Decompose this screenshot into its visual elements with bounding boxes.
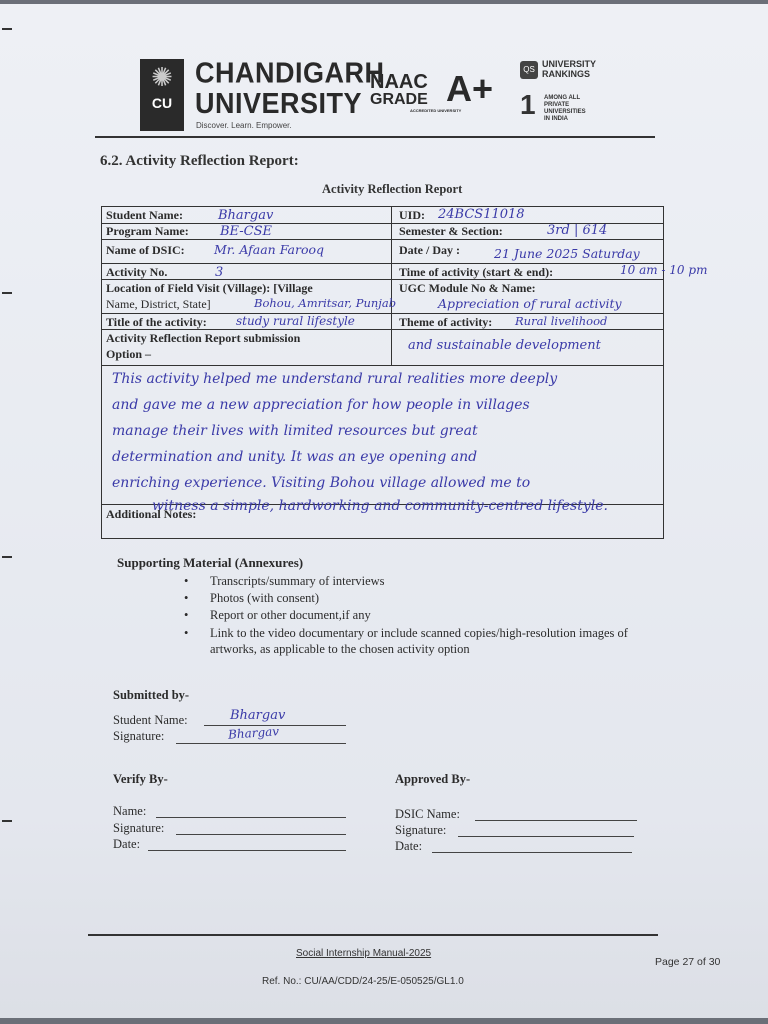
location-label-line1: Location of Field Visit (Village): [Village [106,281,313,295]
rankings-line2: RANKINGS [542,69,591,79]
reflection-line: and gave me a new appreciation for how people in villages [112,397,530,413]
activity-theme-label: Theme of activity: [399,315,493,329]
reflection-line: manage their lives with limited resources but great [112,423,478,439]
uid-label: UID: [399,208,425,222]
bullet-icon: • [184,591,189,605]
university-name-line2: UNIVERSITY [195,87,363,120]
approved-date-label: Date: [395,839,423,853]
verify-date-label: Date: [113,837,141,851]
time-of-activity-label: Time of activity (start & end): [399,265,554,279]
university-tagline: Discover. Learn. Empower. [196,121,292,130]
location-label-line2: Name, District, State] [106,297,211,311]
ugc-module-label: UGC Module No & Name: [399,281,536,295]
document-page [0,4,768,1018]
submitted-student-name-value: Bhargav [230,708,286,723]
university-name-line1: CHANDIGARH [195,57,385,89]
submitted-by-title: Submitted by- [113,688,190,702]
approved-signature-line [458,836,634,837]
activity-title-label: Title of the activity: [106,315,207,329]
reflection-line: enriching experience. Visiting Bohou village allowed me to [112,475,531,491]
approved-by-title: Approved By- [395,772,471,786]
ugc-module-value: Appreciation of rural activity [438,296,622,311]
activity-theme-value: Rural livelihood [515,314,608,328]
semester-section-label: Semester & Section: [399,224,503,238]
footer-manual-title: Social Internship Manual-2025 [296,948,432,959]
supporting-item-text: Transcripts/summary of interviews [210,574,385,588]
semester-section-value: 3rd | 614 [547,223,608,238]
approved-date-line [432,852,632,853]
activity-number-label: Activity No. [106,265,168,279]
location-value: Bohou, Amritsar, Punjab [254,296,397,310]
verify-date-line [148,850,346,851]
rankings-line1: UNIVERSITY [542,59,597,69]
program-name-label: Program Name: [106,224,189,238]
student-signature: Bhargav [227,724,280,742]
naac-badge [370,68,494,113]
approved-signature-label: Signature: [395,823,447,837]
dsic-name-label: Name of DSIC: [106,243,185,257]
date-day-label: Date / Day : [399,243,460,257]
rankings-title [542,59,596,79]
student-signature-line [176,743,346,744]
scan-mark [2,28,12,30]
program-name-value: BE-CSE [220,224,273,239]
verify-name-line [156,817,346,818]
supporting-item-text: Report or other document,if any [210,608,371,622]
reflection-line: This activity helped me understand rural realities more deeply [112,371,558,387]
verify-name-label: Name: [113,804,147,818]
footer-divider [88,934,658,936]
gear-emblem-icon: ✺ [151,63,173,92]
scan-mark [2,556,12,558]
naac-grade-value: A+ [446,68,494,109]
reflection-line: determination and unity. It was an eye opening and [112,449,478,465]
dsic-name-value: Mr. Afaan Farooq [214,242,325,257]
submission-option-label-line2: Option – [106,347,152,361]
approved-dsic-name-label: DSIC Name: [395,807,460,821]
university-logo [140,59,184,131]
naac-accredited-text: ACCREDITED UNIVERSITY [410,108,462,113]
rank-text [544,95,586,123]
verify-signature-line [176,834,346,835]
bullet-icon: • [184,608,189,622]
university-name [195,59,385,120]
header-divider [95,136,655,138]
rankings-logo-icon: QS [520,61,538,79]
scan-mark [2,292,12,294]
time-of-activity-value: 10 am - 10 pm [620,263,708,277]
rank-text-line1: AMONG ALL PRIVATE [544,95,580,108]
naac-grade-label: GRADE [370,91,428,108]
verify-signature-label: Signature: [113,821,165,835]
rank-text-line2: UNIVERSITIES IN INDIA [544,109,586,122]
supporting-material-title: Supporting Material (Annexures) [117,555,304,570]
submission-option-label-line1: Activity Reflection Report submission [106,331,301,345]
report-title: Activity Reflection Report [322,182,463,196]
logo-text: CU [151,95,173,111]
bullet-icon: • [184,574,189,588]
activity-title-value: study rural lifestyle [236,314,355,328]
supporting-item-text: Link to the video documentary or include scanned copies/high-resolution images of artworks, as applicable to the chosen activity option [210,626,628,656]
activity-number-value: 3 [215,265,224,280]
table-row-divider [102,329,663,330]
student-name-value: Bhargav [218,208,274,223]
uid-value: 24BCS11018 [438,207,525,222]
submitted-student-name-label: Student Name: [113,713,188,727]
reflection-line: witness a simple, hardworking and community-centred lifestyle. [152,498,608,514]
footer-reference-number: Ref. No.: CU/AA/CDD/24-25/E-050525/GL1.0 [262,976,464,987]
submitted-signature-label: Signature: [113,729,165,743]
table-column-divider [391,207,392,365]
bullet-icon: • [184,626,189,640]
scan-mark [2,820,12,822]
naac-text: NAAC [370,71,428,93]
reflection-text [112,366,660,516]
date-day-value: 21 June 2025 Saturday [494,246,640,261]
page-number: Page 27 of 30 [655,956,721,968]
table-row-divider [102,279,663,280]
verify-by-title: Verify By- [113,772,168,786]
supporting-item-text: Photos (with consent) [210,591,320,605]
approved-dsic-name-line [475,820,637,821]
activity-theme-value-continued: and sustainable development [408,338,601,353]
rank-number: 1 [520,89,536,120]
table-row-divider [102,239,663,240]
student-name-label: Student Name: [106,208,183,222]
section-title: 6.2. Activity Reflection Report: [100,153,299,169]
table-row-divider [102,263,663,264]
additional-notes-label: Additional Notes: [106,507,197,521]
